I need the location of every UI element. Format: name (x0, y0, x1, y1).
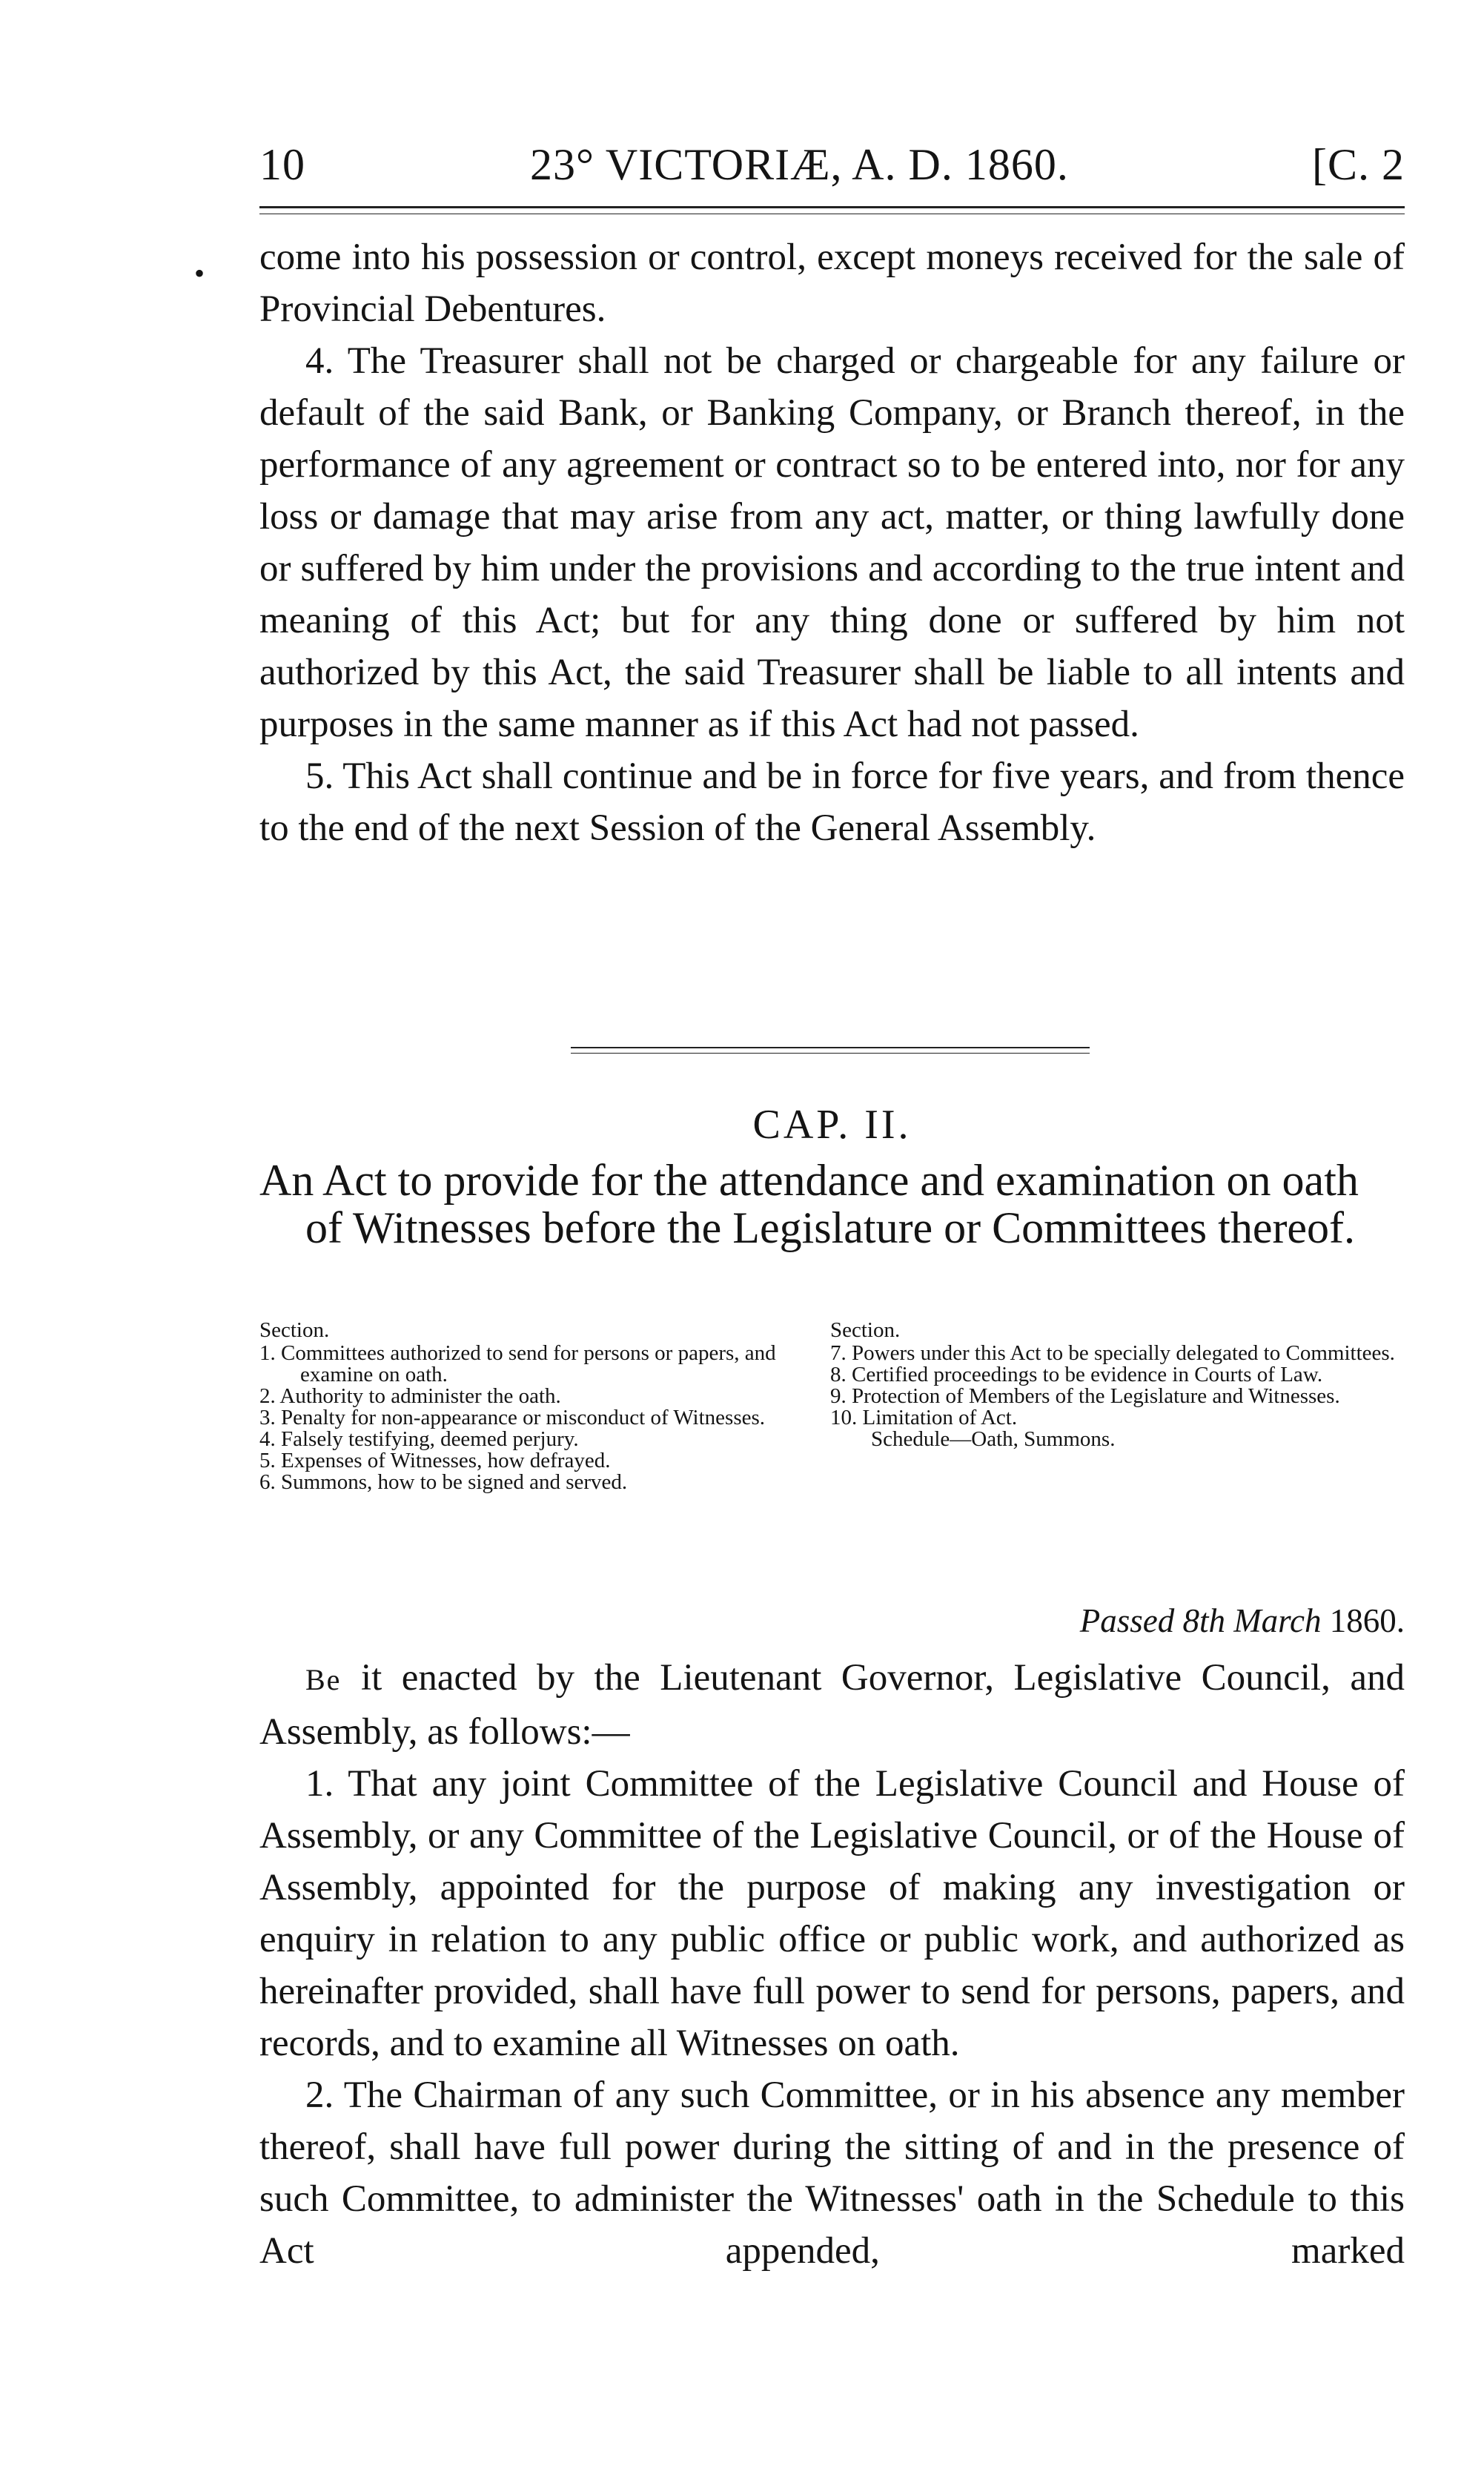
chapter-divider-bottom (571, 1053, 1090, 1054)
section-index-item: 7. Powers under this Act to be specially delegated to Committees. (830, 1341, 1395, 1365)
margin-bullet: • (194, 257, 205, 290)
section-2-paragraph: 2. The Chairman of any such Committee, or in his absence any member thereof, shall have full power during the sitting of and in the presence of such Committee, to administer the Witnesses' oath in the Schedule to this Act appended, marked (259, 2074, 1405, 2272)
chapter-heading: CAP. II. (752, 1102, 912, 1148)
section-index-item: 5. Expenses of Witnesses, how defrayed. (259, 1449, 611, 1472)
section-index-heading: Section. (259, 1318, 330, 1342)
header-rule-top (259, 206, 1405, 208)
section-index-item: 4. Falsely testifying, deemed perjury. (259, 1427, 579, 1451)
continuation-text (259, 231, 1405, 854)
section-index-item: Schedule—Oath, Summons. (871, 1427, 1116, 1451)
section-5-paragraph: 5. This Act shall continue and be in force for five years, and from thence to the end of the next Session of the General Assembly. (259, 756, 1405, 849)
section-index-item: 3. Penalty for non-appearance or misconduct of Witnesses. (259, 1406, 766, 1429)
section-index-item: 8. Certified proceedings to be evidence in Courts of Law. (830, 1363, 1323, 1386)
enactment-text (259, 1652, 1405, 2277)
running-header (259, 139, 1405, 199)
section-index-heading: Section. (830, 1318, 901, 1342)
enacting-clause-body: it enacted by the Lieutenant Governor, Legislative Council, and Assembly, as follows:— (259, 1657, 1405, 1753)
page-number: 10 (259, 140, 305, 189)
section-index-item: 2. Authority to administer the oath. (259, 1384, 561, 1408)
chapter-divider-top (571, 1047, 1090, 1048)
header-title: 23° VICTORIÆ, A. D. 1860. (530, 140, 1069, 189)
section-index-right (830, 1320, 1408, 1450)
passed-date (1080, 1601, 1405, 1640)
section-index-left (259, 1320, 819, 1493)
section-1-paragraph: 1. That any joint Committee of the Legislative Council and House of Assembly, or any Committee of the Legislative Council, or of the House of Assembly, appointed for the purpose of making any investigation or enquiry in relation to any public office or public work, and authorized as hereinafter provided, shall have full power to send for persons, papers, and records, and to examine all Witnesses on oath. (259, 1763, 1405, 2064)
section-index-item: 10. Limitation of Act. (830, 1406, 1018, 1429)
section-index-item: 9. Protection of Members of the Legislature and Witnesses. (830, 1384, 1340, 1408)
passed-year: 1860. (1329, 1602, 1405, 1639)
chapter-reference: [C. 2 (1312, 140, 1405, 189)
section-index-item: 1. Committees authorized to send for persons or papers, and examine on oath. (259, 1341, 776, 1386)
passed-text: Passed 8th March (1079, 1602, 1322, 1639)
act-title: An Act to provide for the attendance and examination on oath of Witnesses before the Legislature or Committees thereof. (259, 1156, 1359, 1252)
enacting-clause-opening: Be (305, 1663, 342, 1696)
section-index-item: 6. Summons, how to be signed and served. (259, 1470, 628, 1494)
enacting-clause (259, 1652, 1405, 1758)
section-4-paragraph: 4. The Treasurer shall not be charged or chargeable for any failure or default of the said Bank, or Banking Company, or Branch thereof, in the performance of any agreement or contract so to be entered into, nor for any loss or damage that may arise from any act, matter, or thing lawfully done or suffered by him under the provisions and according to the true intent and meaning of this Act; but for any thing done or suffered by him not authorized by this Act, the said Treasurer shall be liable to all intents and purposes in the same manner as if this Act had not passed. (259, 340, 1405, 745)
continuation-paragraph: come into his possession or control, except moneys received for the sale of Provincial Debentures. (259, 237, 1405, 330)
